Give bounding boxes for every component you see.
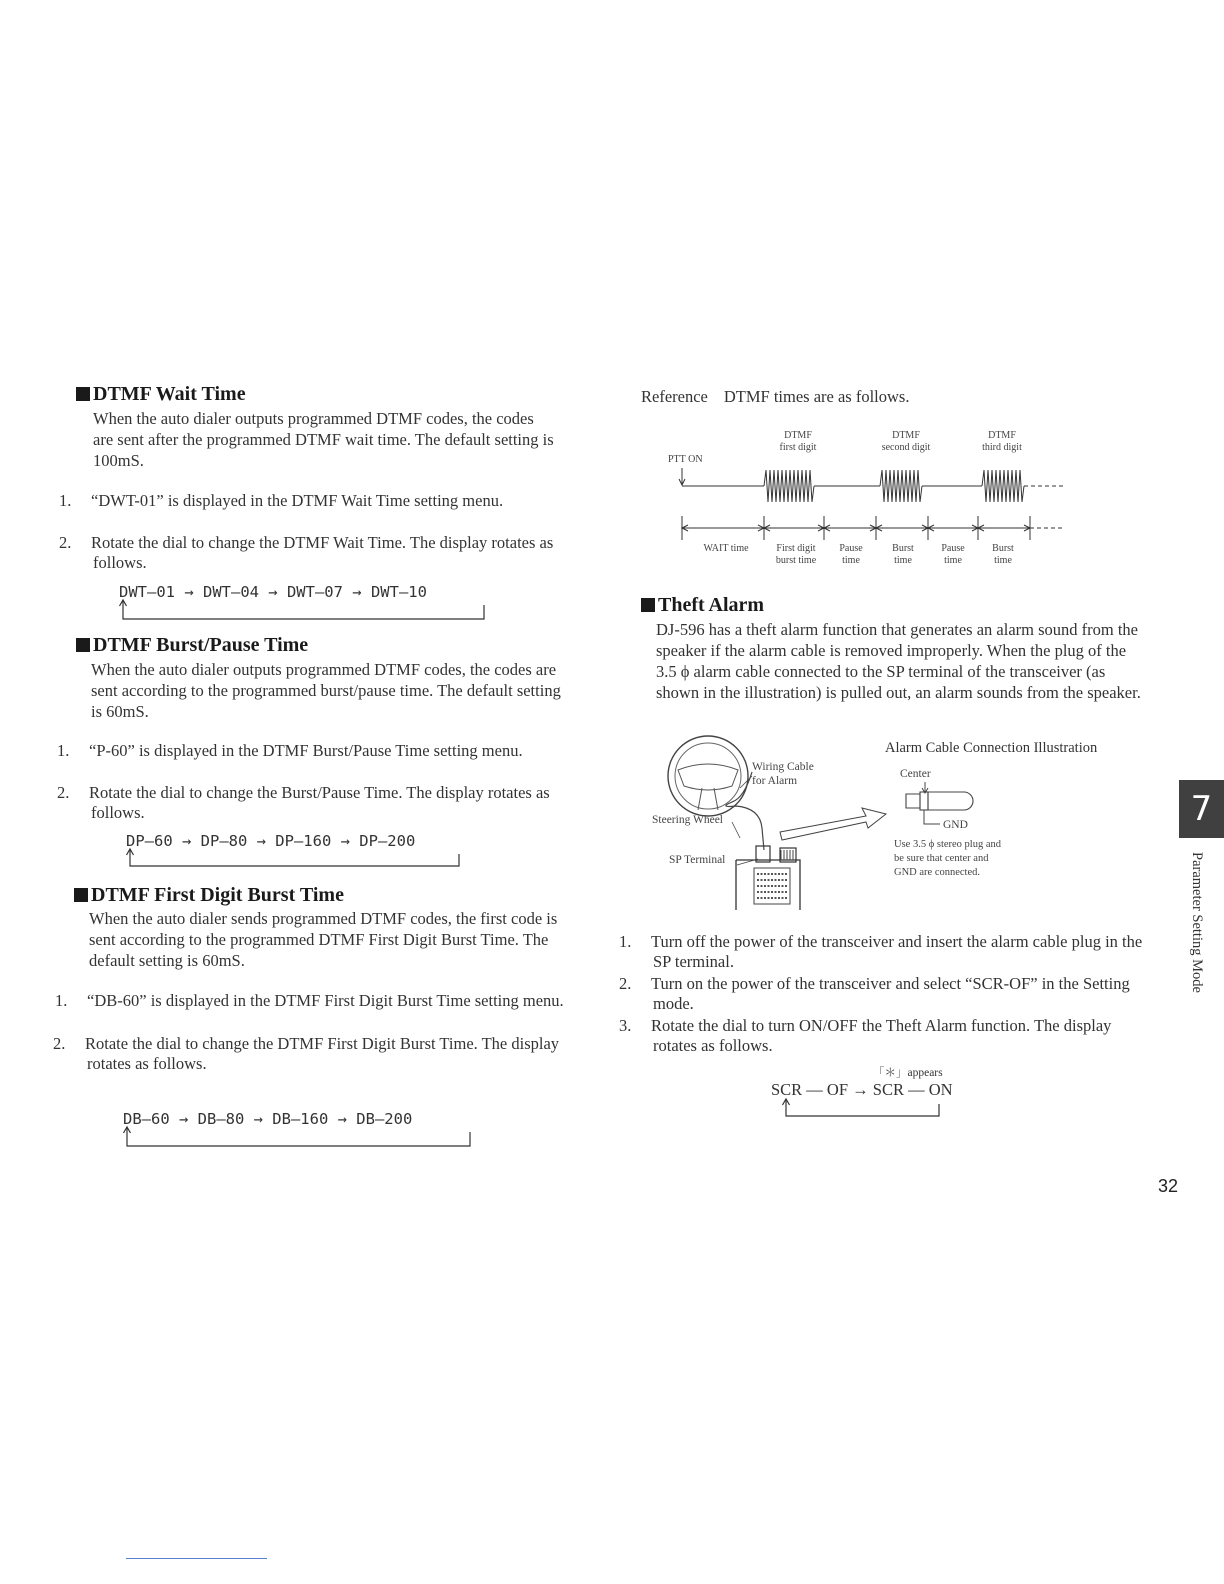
digit3-label: DTMF third digit	[982, 430, 1022, 453]
rotation-sequence: DP—60 → DP—80 → DP—160 → DP—200	[126, 832, 416, 850]
list-item: 1. “DB-60” is displayed in the DTMF First Digit Burst Time setting menu.	[55, 991, 564, 1010]
digit2-label: DTMF second digit	[881, 430, 931, 453]
list-item: 3. Rotate the dial to turn ON/OFF the Theft Alarm function. The display rotates as follows.	[619, 1016, 1112, 1055]
loop-arrow	[125, 846, 465, 870]
section-title-dtmf-burst-pause-time: DTMF Burst/Pause Time	[76, 634, 308, 657]
list-item: 1. Turn off the power of the transceiver and insert the alarm cable plug in the SP terminal.	[619, 932, 1143, 971]
bullet-square-icon	[74, 888, 88, 902]
list-item: 2. Rotate the dial to change the Burst/Pause Time. The display rotates as follows.	[57, 783, 550, 822]
chapter-label: Parameter Setting Mode	[1189, 852, 1205, 993]
paragraph: When the auto dialer outputs programmed DTMF codes, the codes are sent after the programmed DTMF wait time. The default setting is 100mS.	[93, 409, 554, 470]
appears-note: 「＊」appears	[873, 1067, 943, 1079]
list-item: 2. Turn on the power of the transceiver and select “SCR-OF” in the Setting mode.	[619, 974, 1130, 1013]
seg-burst-label: Burst time	[892, 543, 914, 566]
bullet-square-icon	[76, 638, 90, 652]
seg-pause-label: Pause time	[941, 543, 965, 566]
reference-line: Reference DTMF times are as follows.	[641, 387, 910, 406]
illustration-title: Alarm Cable Connection Illustration	[885, 740, 1098, 756]
dtmf-timing-diagram	[640, 428, 1070, 578]
list-item: 2. Rotate the dial to change the DTMF Wait Time. The display rotates as follows.	[59, 533, 554, 572]
seg-pause-label: Pause time	[839, 543, 863, 566]
seg-burst-label: Burst time	[992, 543, 1014, 566]
page-number: 32	[1158, 1176, 1179, 1196]
digit1-label: DTMF first digit	[779, 430, 817, 453]
rotation-sequence: DB—60 → DB—80 → DB—160 → DB—200	[123, 1110, 413, 1128]
paragraph: DJ-596 has a theft alarm function that generates an alarm sound from the speaker if the alarm cable is removed improperly. When the plug of the 3.5 ϕ alarm cable connected to the SP terminal of the transceiver (as shown in the illustration) is pulled out, an alarm sounds from the speaker.	[656, 620, 1141, 702]
bullet-square-icon	[641, 598, 655, 612]
alarm-cable-illustration	[640, 728, 1120, 913]
bullet-square-icon	[76, 387, 90, 401]
rotation-sequence: DWT—01 → DWT—04 → DWT—07 → DWT—10	[119, 583, 427, 601]
seg-first-label: First digit burst time	[775, 543, 817, 566]
paragraph: When the auto dialer outputs programmed DTMF codes, the codes are sent according to the programmed burst/pause time. The default setting is 60mS.	[91, 660, 561, 721]
footnote-rule	[126, 1558, 267, 1559]
ptt-on-label: PTT ON	[668, 454, 703, 465]
center-label: Center	[900, 768, 931, 780]
loop-arrow	[122, 1124, 478, 1150]
loop-arrow	[118, 597, 488, 623]
section-title-dtmf-first-digit-burst-time: DTMF First Digit Burst Time	[74, 884, 344, 907]
section-title-dtmf-wait-time: DTMF Wait Time	[76, 383, 246, 406]
list-item: 2. Rotate the dial to change the DTMF First Digit Burst Time. The display rotates as follows.	[53, 1034, 560, 1073]
loop-arrow	[781, 1096, 945, 1120]
rotation-sequence: SCR — OF → SCR — ON	[771, 1080, 953, 1099]
wiring-cable-label: Wiring Cable for Alarm	[752, 761, 814, 787]
list-item: 1. “P-60” is displayed in the DTMF Burst/Pause Time setting menu.	[57, 741, 523, 760]
plug-note: Use 3.5 ϕ stereo plug and be sure that center and GND are connected.	[894, 839, 1002, 878]
sp-terminal-label: SP Terminal	[669, 854, 726, 866]
paragraph: When the auto dialer sends programmed DTMF codes, the first code is sent according to the programmed DTMF First Digit Burst Time. The default setting is 60mS.	[89, 909, 558, 970]
steering-wheel-label: Steering Wheel	[652, 814, 723, 826]
list-item: 1. “DWT-01” is displayed in the DTMF Wait Time setting menu.	[59, 491, 504, 510]
gnd-label: GND	[943, 819, 968, 831]
section-title-theft-alarm: Theft Alarm	[641, 594, 764, 617]
chapter-tab: 7	[1179, 780, 1224, 838]
seg-wait-label: WAIT time	[703, 543, 749, 554]
